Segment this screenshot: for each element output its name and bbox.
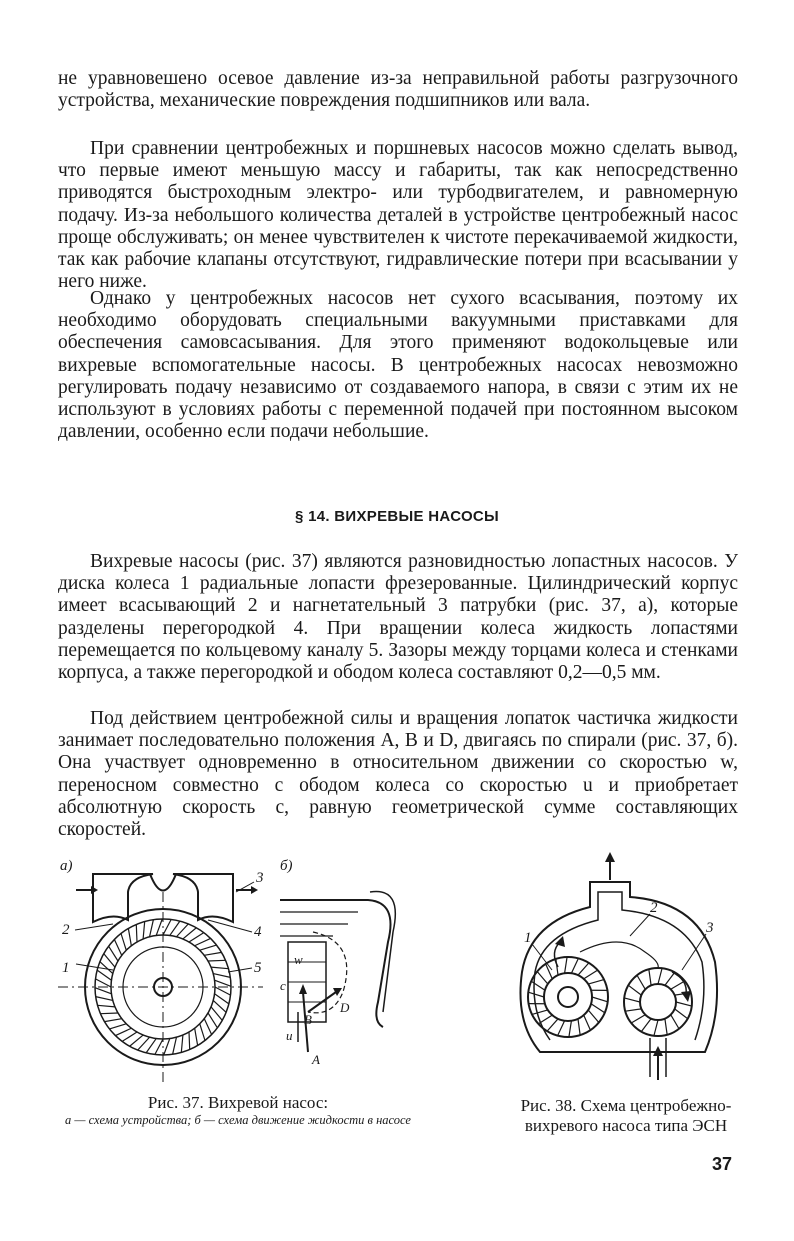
figure-37-caption-title: Рис. 37. Вихревой насос: — [147, 1093, 329, 1112]
paragraph-self-priming: Однако у центробежных насосов нет сухого всасывания, поэтому их необходимо оборудовать специальными вакуумными приставками для обеспечения самовсасывания. Для этого применяют водокольцевые или вихревые вспомогательные насосы. В центробежных насосах невозможно регулировать подачу независимо от создаваемого напора, в связи с этим их не используют в условиях работы с переменной подачей при постоянном высоком давлении, особенно если подачи небольшие. — [58, 288, 738, 443]
fig37-vector-c: c — [280, 978, 286, 993]
section-heading: § 14. ВИХРЕВЫЕ НАСОСЫ — [294, 508, 500, 525]
figure-38-caption — [512, 1096, 740, 1136]
paragraph-particle-motion: Под действием центробежной силы и вращения лопаток частичка жидкости занимает последовательно положения A, B и D, двигаясь по спирали (рис. 37, б). Она участвует одновременно в относительном движении со скоростью w, переносном совместно с ободом колеса со скоростью u и приобретает абсолютную скорость c, равную геометрической сумме составляющих скоростей. — [58, 708, 738, 841]
fig37-point-b: B — [304, 1012, 312, 1027]
fig37-point-a: A — [312, 1052, 320, 1067]
figure-37-caption-sub: а — схема устройства; б — схема движение жидкости в насосе — [65, 1113, 411, 1127]
fig37-point-d: D — [340, 1000, 350, 1015]
fig37-callout-1: 1 — [62, 960, 70, 976]
fig37-label-b: б) — [280, 858, 293, 874]
paragraph-comparison: При сравнении центробежных и поршневых насосов можно сделать вывод, что первые имеют меньшую массу и габариты, так как непосредственно приводятся быстроходным электро- или турбодвигателем, и равномерную подачу. Из-за небольшого количества деталей в устройстве центробежный насос проще обслуживать; он менее чувствителен к чистоте перекачиваемой жидкости, так как рабочие клапаны отсутствуют, гидравлические потери при всасывании у него ниже. — [58, 138, 738, 293]
paragraph-vortex-pumps: Вихревые насосы (рис. 37) являются разновидностью лопастных насосов. У диска колеса 1 радиальные лопасти фрезерованные. Цилиндрический корпус имеет всасывающий 2 и нагнетательный 3 патрубки (рис. 37, а), которые разделены перегородкой 4. При вращении колеса жидкость лопастями перемещается по кольцевому каналу 5. Зазоры между торцами колеса и стенками корпуса, а также перегородкой и ободом колеса составляют 0,2—0,5 мм. — [58, 551, 738, 684]
figure-37-caption — [58, 1093, 418, 1127]
fig37-label-a: а) — [60, 858, 73, 874]
fig37-vector-w: w — [294, 952, 303, 967]
fig38-callout-1: 1 — [524, 930, 532, 946]
fig37-callout-2: 2 — [62, 922, 70, 938]
page-number: 37 — [712, 1154, 733, 1174]
fig37-vector-u: u — [286, 1028, 293, 1043]
paragraph-continuation: не уравновешено осевое давление из-за неправильной работы разгрузочного устройства, механические повреждения подшипников или вала. — [58, 68, 738, 112]
figure-38-drawing — [510, 852, 740, 1082]
figure-38 — [510, 852, 740, 1082]
fig38-callout-3: 3 — [706, 920, 714, 936]
fig37-callout-4: 4 — [254, 924, 262, 940]
figure-37-drawing — [58, 852, 418, 1092]
fig38-callout-2: 2 — [650, 900, 658, 916]
fig37-callout-3: 3 — [256, 870, 264, 886]
figure-38-caption-text: Рис. 38. Схема центробежно-вихревого насоса типа ЭСН — [520, 1096, 732, 1135]
fig37-callout-5: 5 — [254, 960, 262, 976]
figure-37 — [58, 852, 418, 1092]
